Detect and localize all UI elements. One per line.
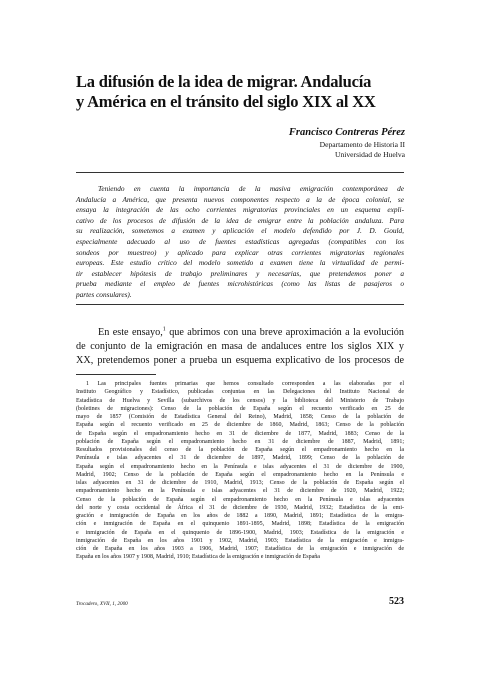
body-line: de conjunto de la emigración en masa de andaluces entre los siglos XIX y xyxy=(76,341,404,352)
footnote-line: Madrid, 1902; Censo de la población de España según el empadronamiento hecho en la Península e xyxy=(76,471,404,478)
footnote-line: Censo de la población de España según el empadronamiento hecho en la Península e islas adyacentes xyxy=(76,496,404,503)
footnote-line: Instituto Geográfico y Estadístico, publicadas conjuntas en las Delegaciones del Instituto Nacional de xyxy=(76,389,404,396)
abstract-line: ensaya la integración de las ocho corrientes migratorias provinciales en un esquema expli- xyxy=(76,205,404,215)
body-line xyxy=(76,326,404,340)
footnote-line: Resultados provisionales del censo de la población de España según el empadronamiento hecho en la xyxy=(76,447,404,453)
footnote-line: islas adyacentes en 31 de diciembre de 1910, Madrid, 1913; Censo de la población de España según el xyxy=(76,480,404,486)
abstract-line: partes consulares). xyxy=(76,289,132,299)
footnote-1 xyxy=(76,380,404,562)
footnote-line: e inmigración de España en el quinquenio de 1896-1900, Madrid, 1903; Estadística de la emigración e xyxy=(76,529,404,536)
abstract-line: su realización, sometemos a examen y aplicación el modelo defendido por J. D. Gould, xyxy=(76,226,404,236)
footnote-line: ción e inmigración de España en el quinquenio 1891-1895, Madrid, 1898; Estadística de la emigración xyxy=(76,521,404,528)
footnote-line: Península e islas adyacentes el 31 de diciembre de 1897, Madrid, 1899; Censo de la población de xyxy=(76,455,404,462)
abstract-line: prueba mediante el empleo de fuentes microhistóricas (como las listas de pasajeros o xyxy=(76,279,404,289)
footnote-line: (boletines de migraciones): Censo de la población de España según el recuento verificado en 25 de xyxy=(76,405,404,412)
title-line-1: La difusión de la idea de migrar. Andalucía xyxy=(76,72,372,91)
footnote-line: mayo de 1857 (Comisión de Estadística General del Reino), Madrid, 1858; Censo de la población de xyxy=(76,414,404,420)
author-affiliation xyxy=(320,140,405,160)
abstract-line: Andalucía a América, que presenta nuevos componentes respecto a la de época colonial, se xyxy=(76,194,404,204)
abstract-line: tir establecer hipótesis de trabajo preliminares y necesarias, que pretendemos poner a xyxy=(76,268,404,278)
footnote-line: España según el recuento verificado en 25 de diciembre de 1860, Madrid, 1863; Censo de la población xyxy=(76,422,404,429)
title-line-2: y América en el tránsito del siglo XIX al XX xyxy=(76,92,376,111)
abstract-line: europeas. Este estudio crítico del modelo sometido a examen tiene la virtualidad de permi- xyxy=(76,258,404,268)
footnote-line: España según el empadronamiento hecho en la Península e islas adyacentes el 31 de diciembre de 1900, xyxy=(76,463,404,470)
footnote-line: población de España según el empadronamiento hecho en 31 de diciembre de 1887, Madrid, 1891; xyxy=(76,438,404,445)
footnote-line: Estadística de Huelva y Sevilla (subarchivos de los censos) y la biblioteca del Ministerio de Trabajo xyxy=(76,397,404,404)
body-line-text: En este ensayo,$^1$ que abrimos con una breve aproximación a la evolución xyxy=(98,326,404,338)
abstract-bottom-rule xyxy=(76,304,404,305)
footnote-line: inmigración de España en los años 1901 y 1902, Madrid, 1903; Estadística de la emigración e inmigra- xyxy=(76,537,404,544)
abstract-line: cativo de los procesos de difusión de la idea de emigrar entre la población andaluza. Para xyxy=(76,215,404,225)
footnote-line: de España según el empadronamiento hecho en 31 de diciembre de 1877, Madrid, 1883; Censo de la xyxy=(76,430,404,437)
abstract-line: Teniendo en cuenta la importancia de la masiva emigración contemporánea de xyxy=(98,184,404,193)
affiliation-line: Universidad de Huelva xyxy=(334,150,405,159)
article-title xyxy=(76,72,416,112)
footnote-line: 1 Las principales fuentes primarias que hemos consultado corresponden a las elaboradas por el xyxy=(86,381,404,387)
journal-reference: Trocadero, XVII, 1, 2000 xyxy=(76,601,128,607)
page-number: 523 xyxy=(389,596,404,607)
footnote-separator xyxy=(76,374,156,375)
footnote-line: del norte y costa occidental de África el 31 de diciembre de 1930, Madrid, 1932; Estadística de la emi- xyxy=(76,504,404,511)
author-name: Francisco Contreras Pérez xyxy=(288,127,405,138)
footnote-line: gración e inmigración de España en los años de 1882 a 1890, Madrid, 1891; Estadística de la emigra- xyxy=(76,513,404,519)
footnote-line: empadronamiento hecho en la Península e islas adyacentes el 31 de diciembre de 1920, Madrid, 1922; xyxy=(76,488,404,495)
footnote-reference: 1 xyxy=(162,326,166,333)
footnote-line: ción de España en los años 1903 a 1906, Madrid, 1907; Estadística de la emigración e inmigración de xyxy=(76,546,404,552)
body-paragraph xyxy=(76,326,404,368)
abstract xyxy=(76,184,404,301)
abstract-top-rule xyxy=(76,172,404,173)
affiliation-line: Departamento de Historia II xyxy=(319,140,405,149)
footnote-line: España en los años 1907 y 1908, Madrid, 1910; Estadística de la emigración e inmigración de España xyxy=(76,554,320,561)
abstract-line: especialmente adecuado al uso de fuentes estadísticas agregadas (compatibles con los xyxy=(76,236,404,246)
abstract-line: sondeos por muestreo) y aplicado para explicar otras corrientes migratorias regionales xyxy=(76,247,404,257)
body-line: XX, pretendemos poner a prueba un esquema explicativo de los procesos de xyxy=(76,355,404,366)
